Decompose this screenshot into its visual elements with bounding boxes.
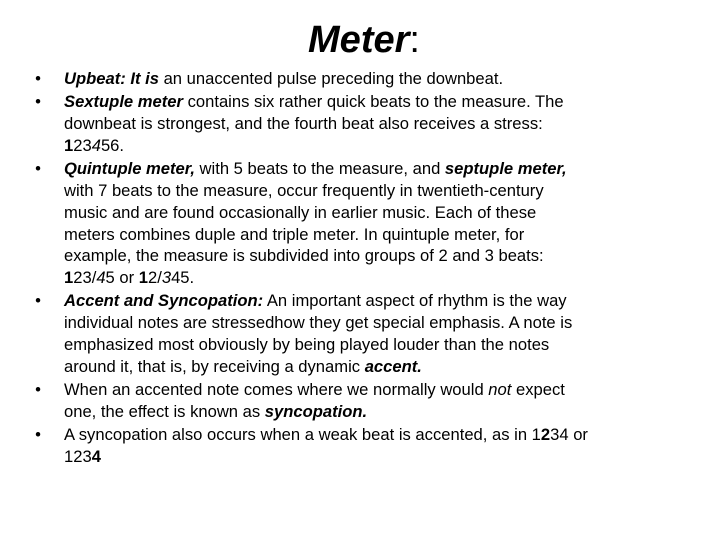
term-syncopation: syncopation. bbox=[264, 401, 368, 421]
bullet-line bbox=[64, 158, 702, 180]
bullet-line bbox=[64, 379, 702, 401]
bullet-dot: • bbox=[35, 159, 41, 179]
beat-example bbox=[64, 135, 702, 157]
bullet-line: with 7 beats to the measure, occur frequently in twentieth-century bbox=[64, 180, 544, 200]
text: 123 bbox=[64, 447, 92, 467]
bullet-line bbox=[64, 91, 702, 113]
bullet-line bbox=[64, 68, 702, 90]
bullet-weak-beat bbox=[30, 424, 702, 468]
bullet-line bbox=[64, 446, 702, 468]
beats: 45. bbox=[171, 268, 195, 288]
secondary-beat: 4 bbox=[96, 268, 106, 288]
bullet-upbeat bbox=[30, 68, 702, 90]
strong-beat: 4 bbox=[91, 447, 101, 467]
strong-beat: 2 bbox=[540, 425, 551, 445]
bullet-dot: • bbox=[35, 291, 41, 311]
word-not: not bbox=[488, 380, 512, 400]
bullet-line bbox=[64, 424, 702, 446]
bullet-line bbox=[64, 401, 702, 423]
bullet-line bbox=[64, 290, 702, 312]
bullet-dot: • bbox=[35, 425, 41, 445]
text: contains six rather quick beats to the measure. The bbox=[182, 92, 564, 112]
text: with 5 beats to the measure, and bbox=[194, 159, 445, 179]
bullet-accent bbox=[30, 290, 702, 377]
bullet-line bbox=[64, 356, 702, 378]
strong-beat: 1 bbox=[64, 135, 74, 155]
text: around it, that is, by receiving a dynamic bbox=[64, 356, 365, 376]
bullet-dot: • bbox=[35, 380, 41, 400]
bullet-line: example, the measure is subdivided into groups of 2 and 3 beats: bbox=[64, 246, 544, 266]
text: When an accented note comes where we normally would bbox=[64, 380, 489, 400]
title-colon: : bbox=[409, 19, 420, 61]
term-quintuple: Quintuple meter, bbox=[64, 159, 195, 179]
secondary-beat: 4 bbox=[91, 135, 101, 155]
bullet-quintuple bbox=[30, 158, 702, 289]
bullet-line: individual notes are stressedhow they get special emphasis. A note is bbox=[64, 313, 573, 333]
text: expect bbox=[511, 380, 565, 400]
period: . bbox=[119, 135, 125, 155]
strong-beat: 1 bbox=[64, 268, 74, 288]
text: An important aspect of rhythm is the way bbox=[263, 291, 567, 311]
text: one, the effect is known as bbox=[64, 401, 265, 421]
text: an unaccented pulse preceding the downbeat. bbox=[158, 69, 504, 88]
bullet-dot: • bbox=[35, 92, 41, 112]
text: A syncopation also occurs when a weak beat is accented, as in 1 bbox=[64, 425, 541, 445]
beat-example bbox=[64, 267, 702, 289]
beats: 5 or bbox=[105, 268, 139, 288]
text: 34 or bbox=[550, 425, 588, 445]
bullet-line: meters combines duple and triple meter. In quintuple meter, for bbox=[64, 224, 525, 244]
beats: 23/ bbox=[73, 268, 97, 288]
bullet-dot: • bbox=[35, 69, 41, 88]
term-accent: accent. bbox=[364, 356, 422, 376]
bullet-line: emphasized most obviously by being played louder than the notes bbox=[64, 335, 550, 355]
beats: 23 bbox=[73, 135, 92, 155]
title-text: Meter bbox=[308, 19, 410, 61]
bullet-list bbox=[30, 68, 702, 469]
bullet-syncopation bbox=[30, 379, 702, 423]
beats: 2/ bbox=[148, 268, 162, 288]
bullet-line: music and are found occasionally in earlier music. Each of these bbox=[64, 202, 537, 222]
strong-beat: 1 bbox=[138, 268, 148, 288]
term-accent-syncopation: Accent and Syncopation: bbox=[64, 291, 264, 311]
beats: 56 bbox=[100, 135, 120, 155]
term-septuple: septuple meter, bbox=[444, 159, 567, 179]
secondary-beat: 3 bbox=[161, 268, 172, 288]
bullet-sextuple bbox=[30, 91, 702, 156]
term-upbeat: Upbeat: It is bbox=[64, 69, 159, 88]
bullet-line: downbeat is strongest, and the fourth beat also receives a stress: bbox=[64, 114, 543, 134]
term-sextuple: Sextuple meter bbox=[64, 92, 183, 112]
slide-title bbox=[0, 18, 728, 62]
